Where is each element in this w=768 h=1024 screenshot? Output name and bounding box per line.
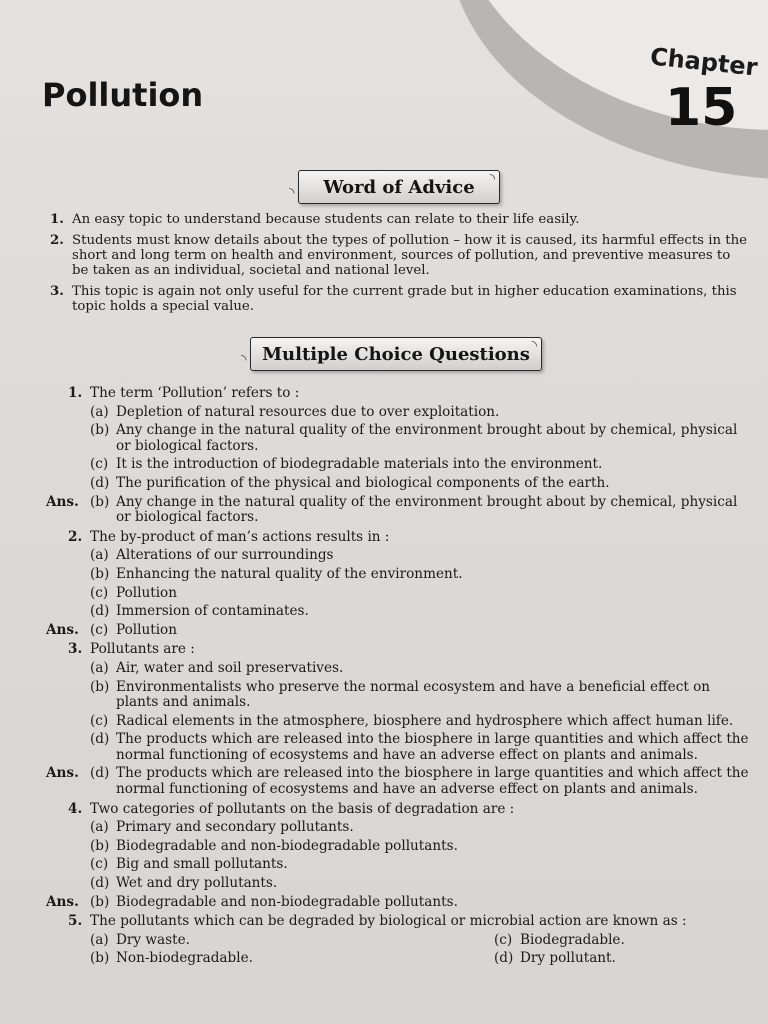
question-number: 5. [68, 913, 83, 930]
option-label: (b) [90, 678, 110, 695]
option [444, 933, 625, 949]
advice-item [50, 233, 750, 278]
question [40, 642, 750, 658]
option [40, 423, 750, 454]
advice-item [50, 284, 750, 314]
option-label: (a) [90, 659, 109, 676]
answer-text: Biodegradable and non-biodegradable pollutants. [116, 893, 458, 910]
option [40, 548, 750, 564]
option [40, 604, 750, 620]
option-label: (a) [90, 819, 109, 836]
option-text: Primary and secondary pollutants. [116, 819, 354, 836]
option-text: Air, water and soil preservatives. [116, 659, 344, 676]
question-number: 1. [68, 385, 83, 401]
mcq-heading [241, 337, 542, 371]
option-text: Pollution [116, 584, 177, 601]
advice-list [50, 212, 750, 320]
option-text: Alterations of our surroundings [116, 547, 334, 564]
signal-icon: ◝ [531, 338, 537, 354]
question-number: 2. [68, 528, 83, 545]
option [40, 732, 750, 763]
option-text: Radical elements in the atmosphere, biosphere and hydrosphere which affect human life. [116, 712, 734, 729]
option-text: The purification of the physical and biological components of the earth. [116, 474, 610, 491]
option-text: It is the introduction of biodegradable materials into the environment. [116, 456, 603, 473]
option-label: (d) [90, 603, 110, 620]
page-title: Pollution [42, 76, 204, 114]
answer-option-label: (b) [90, 493, 110, 510]
option [40, 714, 750, 730]
question-number: 3. [68, 641, 83, 658]
option-label: (b) [90, 949, 110, 966]
option-label: (c) [90, 712, 109, 729]
option-label: (c) [90, 456, 109, 473]
question [40, 802, 750, 818]
question-text: Pollutants are : [90, 641, 195, 658]
advice-item-text: Students must know details about the types of pollution – how it is caused, its harmful effects in the short and long term on health and environment, sources of pollution, and preventive measures to be taken as an individual, societal and national level. [72, 233, 748, 278]
answer-label: Ans. [46, 493, 79, 510]
option [40, 857, 750, 873]
option [40, 457, 750, 473]
option-label: (d) [90, 875, 110, 892]
option-label: (c) [90, 856, 109, 873]
option-text: Dry waste. [116, 931, 190, 948]
option [40, 839, 750, 855]
answer [40, 623, 750, 639]
option-label: (b) [90, 565, 110, 582]
word-of-advice-heading [289, 170, 500, 204]
option-label: (c) [90, 584, 109, 601]
signal-icon: ◝ [489, 171, 495, 187]
answer-label: Ans. [46, 893, 79, 910]
option-text: Immersion of contaminates. [116, 603, 309, 620]
option-text: The products which are released into the biosphere in large quantities and which affect the normal functioning of ecosystems and have an adverse effect on plants and animals. [116, 731, 749, 763]
question-text: The term ‘Pollution’ refers to : [90, 385, 300, 401]
chapter-label: Chapter [648, 42, 759, 82]
answer-option-label: (b) [90, 893, 110, 910]
option [40, 476, 750, 492]
answer-option-label: (c) [90, 621, 109, 638]
mcq-list [40, 382, 750, 969]
option [40, 951, 253, 967]
question [40, 530, 750, 546]
advice-item-text: This topic is again not only useful for the current grade but in higher education examinations, this topic holds a special value. [72, 284, 737, 314]
question [40, 386, 750, 402]
signal-icon: ◝ [289, 185, 295, 201]
answer [40, 766, 750, 797]
option-text: Biodegradable. [520, 931, 625, 948]
question-number: 4. [68, 800, 83, 817]
advice-item-number: 3. [50, 284, 64, 299]
signal-icon: ◝ [241, 352, 247, 368]
advice-item-number: 1. [50, 212, 64, 227]
advice-item-text: An easy topic to understand because students can relate to their life easily. [72, 212, 580, 227]
answer [40, 495, 750, 526]
answer-text: The products which are released into the biosphere in large quantities and which affect the normal functioning of ecosystems and have an adverse effect on plants and animals. [116, 765, 749, 798]
option-label: (a) [90, 547, 109, 564]
option-text: Non-biodegradable. [116, 949, 253, 966]
answer-text: Any change in the natural quality of the environment brought about by chemical, physical or biological factors. [116, 493, 738, 526]
question-text: The by-product of man’s actions results in : [90, 528, 390, 545]
answer [40, 895, 750, 911]
question [40, 914, 750, 930]
option [40, 586, 750, 602]
answer-text: Pollution [116, 621, 177, 638]
answer-option-label: (d) [90, 765, 110, 782]
option-text: Enhancing the natural quality of the environment. [116, 565, 463, 582]
option [40, 680, 750, 711]
option-label: (b) [90, 837, 110, 854]
option-label: (d) [494, 949, 514, 966]
option [40, 567, 750, 583]
advice-item-number: 2. [50, 233, 64, 248]
option-text: Depletion of natural resources due to over exploitation. [116, 403, 500, 420]
option-label: (a) [90, 403, 109, 420]
option-label: (b) [90, 422, 110, 439]
option [40, 876, 750, 892]
option-label: (a) [90, 931, 109, 948]
option-label: (d) [90, 474, 110, 491]
question-text: Two categories of pollutants on the basis of degradation are : [90, 800, 515, 817]
option-text: Biodegradable and non-biodegradable pollutants. [116, 837, 458, 854]
option [40, 820, 750, 836]
chapter-number: 15 [665, 78, 738, 138]
option-text: Dry pollutant. [520, 949, 616, 966]
option-text: Wet and dry pollutants. [116, 875, 278, 892]
option-text: Any change in the natural quality of the environment brought about by chemical, physical or biological factors. [116, 422, 738, 454]
option [40, 661, 750, 677]
option [444, 951, 616, 967]
answer-label: Ans. [46, 621, 79, 638]
option-label: (d) [90, 731, 110, 748]
answer-label: Ans. [46, 765, 79, 782]
option-label: (c) [494, 931, 513, 948]
option-text: Environmentalists who preserve the normal ecosystem and have a beneficial effect on plants and animals. [116, 678, 711, 711]
option-text: Big and small pollutants. [116, 856, 288, 873]
word-of-advice-heading-text: Word of Advice [323, 176, 475, 198]
question-text: The pollutants which can be degraded by biological or microbial action are known as : [90, 913, 687, 930]
mcq-heading-text: Multiple Choice Questions [262, 343, 530, 365]
advice-item [50, 212, 750, 227]
option-grid [40, 933, 750, 969]
option [40, 405, 750, 421]
option [40, 933, 190, 949]
